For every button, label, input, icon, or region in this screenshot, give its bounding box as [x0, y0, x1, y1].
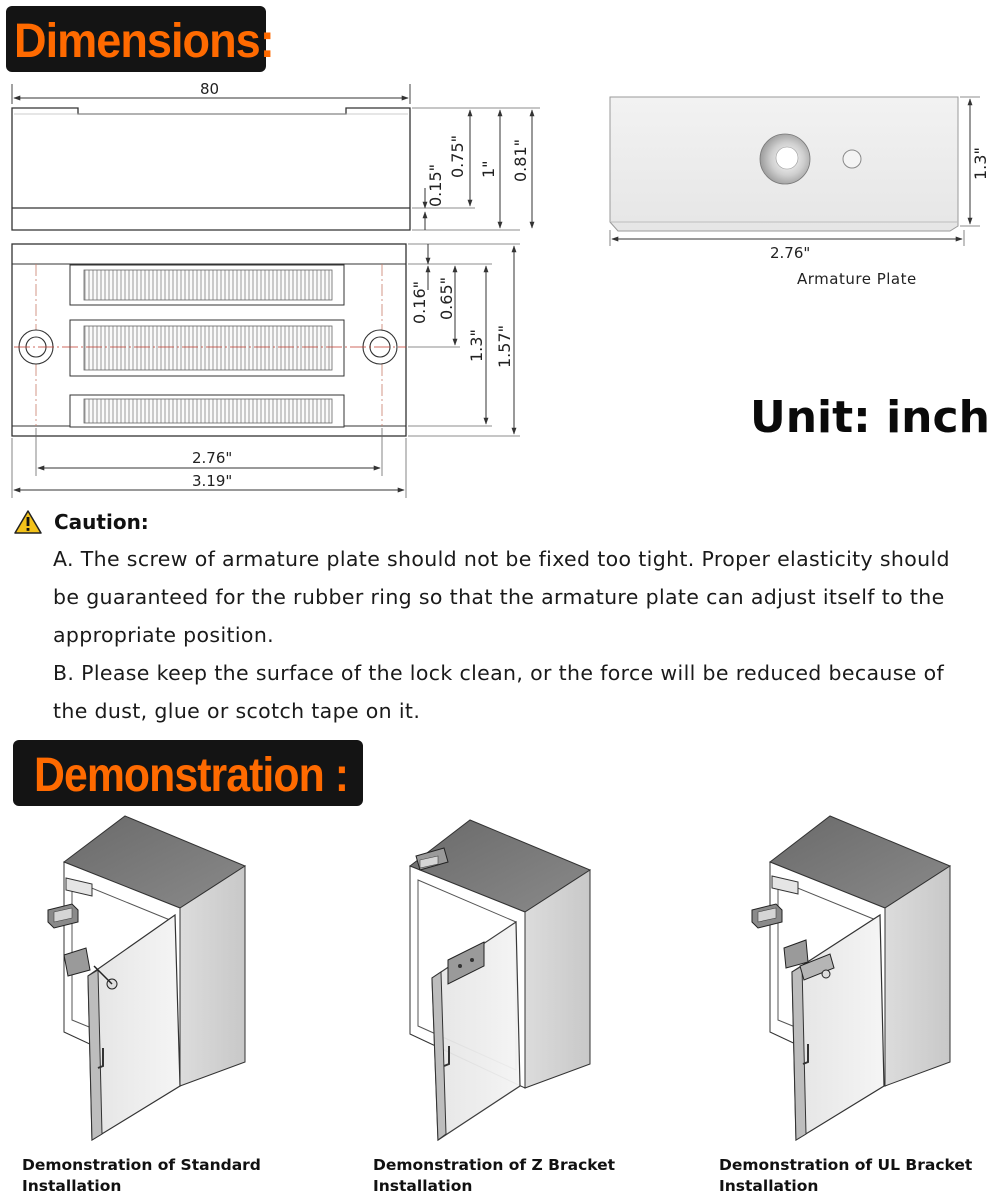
front-width-label-1: 2.76" — [192, 449, 233, 467]
cabinet-ul-bracket-illustration — [752, 816, 950, 1140]
side-width-label: 80 — [200, 80, 220, 98]
unit-label: Unit: inch — [750, 392, 990, 443]
warning-icon — [14, 510, 42, 534]
caption-z-bracket-line2: Installation — [373, 1177, 473, 1195]
caution-title: Caution: — [54, 510, 149, 534]
caption-z-bracket-line1: Demonstration of Z Bracket — [373, 1156, 616, 1174]
front-height-label-3: 1.3" — [467, 329, 486, 362]
side-height-label-4: 0.81" — [511, 139, 530, 182]
caption-ul-bracket-line1: Demonstration of UL Bracket — [719, 1156, 973, 1174]
caution-item-a: A. The screw of armature plate should not be fixed too tight. Proper elasticity should be guaranteed for the rubber ring so that the armature plate can adjust itself to the appropriate position. — [53, 547, 950, 647]
caption-z-bracket — [373, 1155, 615, 1197]
armature-plate-label: Armature Plate — [797, 270, 917, 288]
caption-ul-bracket — [719, 1155, 972, 1197]
demonstration-illustrations — [0, 808, 992, 1148]
dimensions-heading: Dimensions: — [14, 13, 274, 68]
caption-standard-line1: Demonstration of Standard — [22, 1156, 261, 1174]
lock-dimension-drawing — [0, 70, 560, 510]
caption-standard — [22, 1155, 261, 1197]
caution-item-b: B. Please keep the surface of the lock clean, or the force will be reduced because of the dust, glue or scotch tape on it. — [53, 661, 945, 723]
cabinet-standard-illustration — [48, 816, 245, 1140]
cabinet-z-bracket-illustration — [410, 820, 590, 1140]
front-height-label-2: 0.65" — [437, 277, 456, 320]
front-width-label-2: 3.19" — [192, 472, 233, 490]
demonstration-heading: Demonstration : — [34, 747, 349, 802]
caption-ul-bracket-line2: Installation — [719, 1177, 819, 1195]
plate-height-label: 1.3" — [971, 147, 990, 180]
armature-plate-drawing — [600, 90, 990, 260]
side-height-label-2: 0.75" — [448, 135, 467, 178]
caption-standard-line2: Installation — [22, 1177, 122, 1195]
armature-plate-icon — [610, 97, 980, 246]
plate-width-label: 2.76" — [770, 244, 811, 260]
front-height-label-1: 0.16" — [410, 281, 429, 324]
front-height-label-4: 1.57" — [495, 325, 514, 368]
side-height-label-3: 1" — [479, 160, 498, 178]
side-height-label-1: 0.15" — [426, 164, 445, 207]
